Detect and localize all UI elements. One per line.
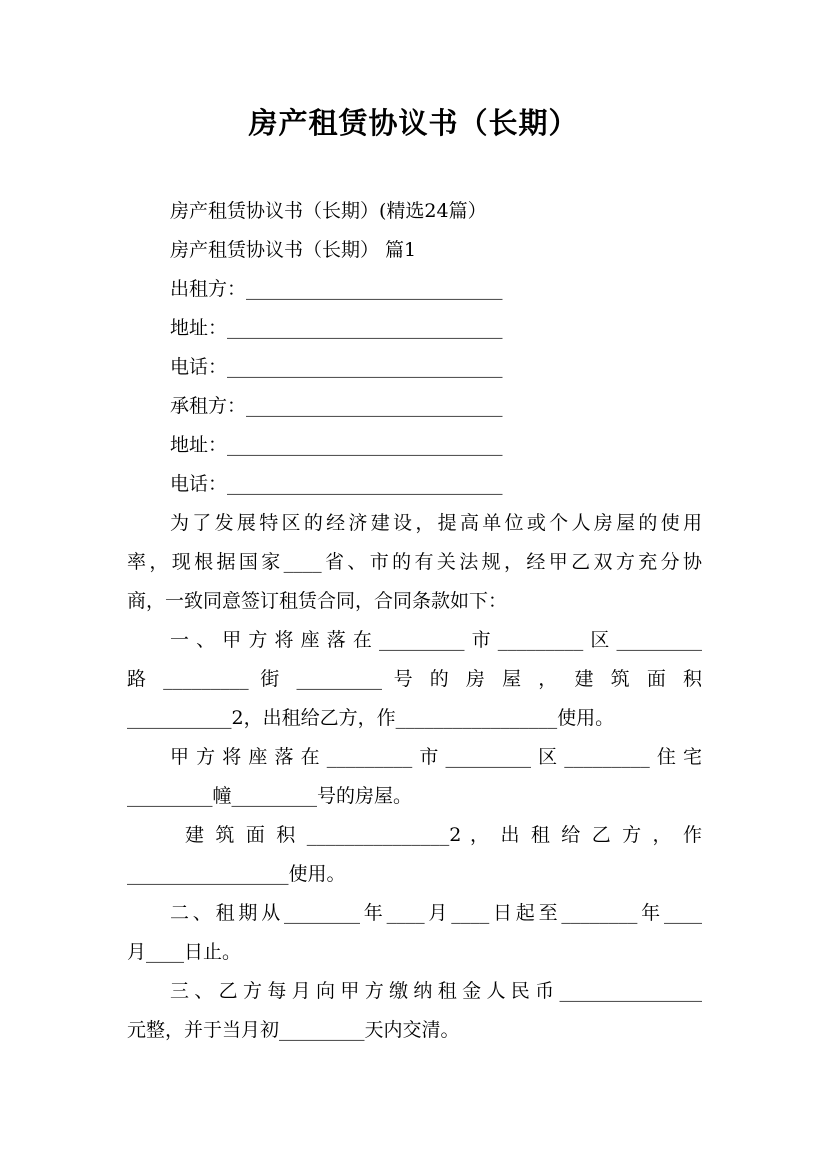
- intro-paragraph-line: 为了发展特区的经济建设，提高单位或个人房屋的使用: [170, 512, 702, 534]
- intro-paragraph-line: 率，现根据国家____省、市的有关法规，经甲乙双方充分协: [127, 551, 702, 573]
- clause-1-alt-line: 甲方将座落在_________市_________区_________住宅: [170, 746, 702, 768]
- lessor-address-field: 地址：_____________________________: [170, 317, 503, 339]
- document-title: 房产租赁协议书（长期）: [248, 106, 579, 140]
- clause-2-line: 二、租期从________年____月____日起至________年____: [170, 902, 702, 924]
- lessee-field: 承租方：___________________________: [170, 395, 503, 417]
- lessor-field: 出租方：___________________________: [170, 278, 503, 300]
- building-area-line: _________________使用。: [127, 863, 346, 885]
- subtitle-part-1: 房产租赁协议书（长期） 篇1: [170, 239, 417, 261]
- subtitle-selection: 房产租赁协议书（长期）(精选24篇）: [170, 200, 487, 222]
- lessor-phone-field: 电话：_____________________________: [170, 356, 503, 378]
- clause-1-line: 一、甲方将座落在_________市_________区_________: [170, 629, 702, 651]
- intro-paragraph-line: 商，一致同意签订租赁合同，合同条款如下：: [127, 590, 508, 612]
- clause-3-line: 三、乙方每月向甲方缴纳租金人民币_______________: [170, 980, 702, 1002]
- clause-2-line: 月____日止。: [127, 941, 242, 963]
- building-area-line: 建 筑 面 积 _______________2 ， 出 租 给 乙 方 ， 作: [185, 824, 702, 846]
- clause-1-line: 路 _________ 街 _________ 号 的 房 屋 ， 建 筑 面 积: [127, 668, 702, 690]
- clause-1-line: ___________2，出租给乙方，作_________________使用。: [127, 707, 615, 729]
- lessee-phone-field: 电话：_____________________________: [170, 473, 503, 495]
- clause-1-alt-line: _________幢_________号的房屋。: [127, 785, 413, 807]
- lessee-address-field: 地址：_____________________________: [170, 434, 503, 456]
- clause-3-line: 元整，并于当月初_________天内交清。: [127, 1019, 460, 1041]
